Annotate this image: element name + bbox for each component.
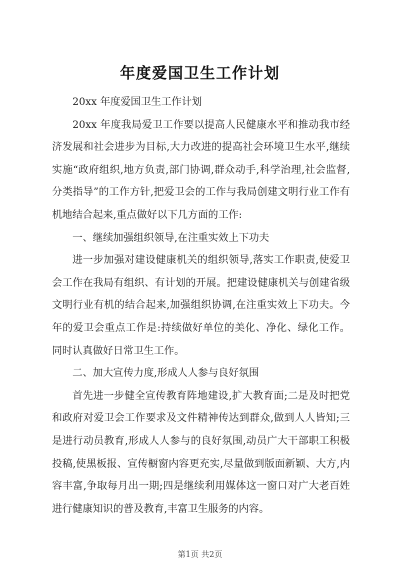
page-number: 第1页 共2页 [177, 550, 223, 559]
section-paragraph-2: 首先进一步健全宣传教育阵地建设,扩大教育面;二是及时把党和政府对爱卫会工作要求及文件精神传达到群众,做到人人皆知;三是进行动员教育,形成人人参与的良好氛围,动员广大干部职工积极投稿,使黑板报、宣传橱窗内容更充实,尽量做到版面新颖、大方,内容丰富,争取每月出一期;四是继续利用媒体这一窗口对广大老百姓进行健康知识的普及教育,丰富卫生服务的内容。 [52, 390, 350, 515]
subtitle-paragraph: 20xx 年度爱国卫生工作计划 [72, 97, 202, 108]
section-heading-2: 二、加大宣传力度,形成人人参与良好氛围 [72, 368, 260, 380]
intro-paragraph: 20xx 年度我局爱卫工作要以提高人民健康水平和推动我市经济发展和社会进步为目标,大力改进的提高社会环境卫生水平,继续实施“政府组织,地方负责,部门协调,群众动手,科学治理,社会监督,分类指导”的工作方针,把爱卫会的工作与我局创建文明行业工作有机地结合起来,重点做好以下几方面的工作: [52, 119, 350, 221]
section-paragraph-1: 进一步加强对建设健康机关的组织领导,落实工作职责,使爱卫会工作在我局有组织、有计划的开展。把建设健康机关与创建省级文明行业有机的结合起来,加强组织协调,在注重实效上下功夫。今年的爱卫会重点工作是:持续做好单位的美化、净化、绿化工作。同时认真做好日常卫生工作。 [52, 255, 350, 357]
document-body [52, 92, 350, 521]
section-heading-1: 一、继续加强组织领导,在注重实效上下功夫 [72, 232, 270, 244]
document-title: 年度爱国卫生工作计划 [119, 64, 280, 82]
